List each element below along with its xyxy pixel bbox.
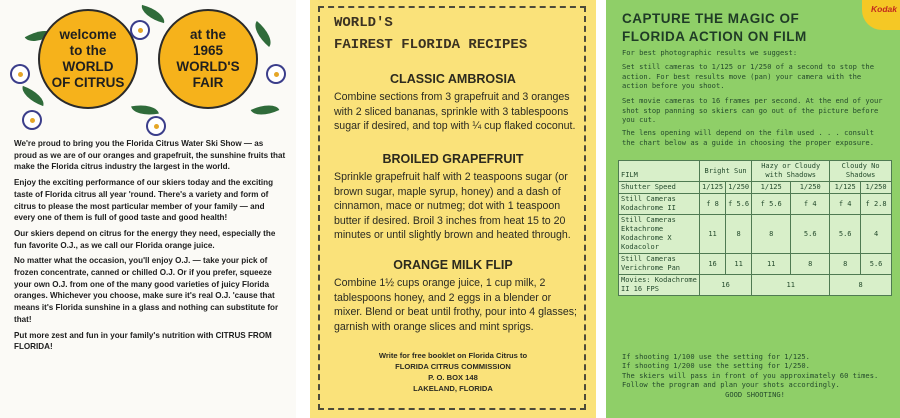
table-cell: 1/250 (726, 182, 752, 194)
heading-line: CAPTURE THE MAGIC OF (622, 11, 800, 26)
heading-line: WORLD'S (334, 15, 393, 31)
heading-line: FAIREST FLORIDA RECIPES (334, 37, 528, 53)
table-cell: 11 (700, 215, 726, 254)
table-row (619, 254, 892, 275)
tip-paragraph: Set movie cameras to 16 frames per second. At the end of your shot stop panning so skiers can go out of the picture before you cut. (622, 96, 883, 125)
table-cell: 1/125 (830, 182, 861, 194)
table-cell: 1/125 (752, 182, 791, 194)
table-cell: 16 (700, 275, 752, 296)
row-label: Shutter Speed (619, 182, 700, 194)
table-cell: 8 (830, 275, 892, 296)
note-line: If shooting 1/200 use the setting for 1/250. (622, 361, 810, 371)
footer-line: LAKELAND, FLORIDA (413, 384, 493, 393)
orange-blossom-icon (132, 22, 148, 38)
table-cell: 5.6 (830, 215, 861, 254)
condition-header: Cloudy No Shadows (830, 161, 892, 182)
footer-line: P. O. BOX 148 (428, 373, 478, 382)
table-cell: f 4 (791, 194, 830, 215)
footer-line: Write for free booklet on Florida Citrus to (378, 351, 528, 360)
table-row (619, 194, 892, 215)
table-row (619, 275, 892, 296)
welcome-badge-line: WORLD (62, 59, 114, 74)
orange-blossom-icon (268, 66, 284, 82)
paragraph: Enjoy the exciting performance of our skiers today and the exciting taste of Florida citrus all year 'round. There's a variety and form of citrus to please the most particular member of your family — and every one of them is full of good taste and good health! (14, 178, 274, 223)
leaf-decoration (139, 5, 167, 23)
note-line: The skiers will pass in front of you approximately 60 times. (622, 370, 879, 380)
film-column-header: FILM (619, 161, 700, 182)
table-cell: f 4 (830, 194, 861, 215)
fair-badge-line: FAIR (192, 75, 224, 90)
table-cell: f 5.6 (752, 194, 791, 215)
table-cell: 4 (861, 215, 892, 254)
row-label: Still Cameras Ektachrome Kodachrome X Kodacolor (619, 215, 700, 254)
table-cell: 5.6 (861, 254, 892, 275)
recipe-text: Combine sections from 3 grapefruit and 3 oranges with 2 sliced bananas, sprinkle with 3 tablespoons sugar if desired, and top with ¼ cup flaked coconut. (334, 91, 576, 133)
welcome-badge-line: OF CITRUS (51, 75, 125, 90)
booklet-footer (310, 350, 596, 394)
fair-badge-line: 1965 (192, 43, 224, 58)
fair-badge-line: WORLD'S (176, 59, 240, 74)
recipe-text: Combine 1½ cups orange juice, 1 cup milk, 2 tablespoons honey, and 2 eggs in a blender or mixer. Blend or beat until frothy, pour into 4 glasses; garnish with orange slices and mint sprigs. (334, 277, 577, 333)
row-label: Movies: Kodachrome II 16 FPS (619, 275, 700, 296)
table-cell: 11 (726, 254, 752, 275)
table-cell: 8 (791, 254, 830, 275)
note-line: GOOD SHOOTING! (725, 389, 785, 399)
leaf-decoration (131, 102, 159, 118)
kodak-heading (622, 10, 807, 46)
leaf-decoration (19, 86, 48, 106)
recipes-heading (334, 12, 527, 56)
heading-line: FLORIDA ACTION ON FILM (622, 29, 807, 44)
footer-line: FLORIDA CITRUS COMMISSION (395, 362, 511, 371)
table-cell: 11 (752, 254, 791, 275)
orange-blossom-icon (148, 118, 164, 134)
paragraph: No matter what the occasion, you'll enjoy O.J. — take your pick of frozen concentrate, canned or chilled O.J. Or if you prefer, squeeze your own O.J. from one of the many good varieties of juicy Florida oranges. Whichever you choose, make sure it's real O.J. 'cause that means it's Florida sunshine in a glass and nothing can substitute for that! (14, 256, 279, 324)
table-cell: 16 (700, 254, 726, 275)
welcome-badge-line: to the (69, 43, 107, 58)
leaf-decoration (251, 99, 280, 121)
paragraph: We're proud to bring you the Florida Citrus Water Ski Show — as proud as we are of our oranges and grapefruit, the sunshine fruits that make the Florida citrus industry the largest in the world. (14, 139, 286, 172)
row-label: Still Cameras Kodachrome II (619, 194, 700, 215)
welcome-badge-line: welcome (59, 27, 117, 42)
tip-paragraph: Set still cameras to 1/125 or 1/250 of a second to stop the action. For best results move (pan) your camera with the action before you shoot. (622, 62, 874, 91)
welcome-panel (0, 0, 296, 418)
orange-blossom-icon (12, 66, 28, 82)
kodak-logo-text: Kodak (871, 4, 897, 14)
shooting-notes (622, 352, 888, 399)
table-header-row (619, 161, 892, 182)
tip-paragraph: The lens opening will depend on the film used . . . consult the chart below as a guide in choosing the proper exposure. (622, 128, 874, 147)
intro-text: For best photographic results we suggest: (622, 48, 798, 57)
table-cell: 8 (752, 215, 791, 254)
table-cell: 8 (830, 254, 861, 275)
welcome-badge (38, 9, 138, 109)
orange-blossom-icon (24, 112, 40, 128)
table-cell: 8 (726, 215, 752, 254)
recipe-title: CLASSIC AMBROSIA (390, 72, 516, 86)
table-cell: f 2.8 (861, 194, 892, 215)
recipe-title: ORANGE MILK FLIP (393, 258, 513, 272)
table-cell: f 5.6 (726, 194, 752, 215)
worlds-fair-badge (158, 9, 258, 109)
table-row (619, 215, 892, 254)
recipes-panel (310, 0, 596, 418)
table-cell: 5.6 (791, 215, 830, 254)
exposure-table (618, 160, 892, 296)
kodak-logo (862, 0, 900, 30)
table-cell: 1/250 (861, 182, 892, 194)
condition-header: Hazy or Cloudy with Shadows (752, 161, 830, 182)
table-cell: 11 (752, 275, 830, 296)
table-row (619, 182, 892, 194)
recipe-title: BROILED GRAPEFRUIT (382, 152, 524, 166)
note-line: If shooting 1/100 use the setting for 1/125. (622, 352, 810, 361)
kodak-panel (606, 0, 900, 418)
row-label: Still Cameras Verichrome Pan (619, 254, 700, 275)
note-line: Follow the program and plan your shots accordingly. (622, 380, 840, 390)
table-cell: 1/250 (791, 182, 830, 194)
fair-badge-line: at the (189, 27, 226, 42)
recipe-text: Sprinkle grapefruit half with 2 teaspoons sugar (or brown sugar, maple syrup, honey) and a dash of cinnamon, mace or nutmeg; dot with 1 teaspoon butter if desired. Broil 3 inches from heat 15 to 20 minutes or until slightly brown and heated through. (334, 171, 571, 242)
paragraph: Our skiers depend on citrus for the energy they need, especially the fun favorite O.J., as we call our Florida orange juice. (14, 228, 276, 250)
paragraph: Put more zest and fun in your family's nutrition with CITRUS FROM FLORIDA! (14, 330, 272, 352)
welcome-text (14, 138, 286, 357)
condition-header: Bright Sun (700, 161, 752, 182)
table-cell: f 8 (700, 194, 726, 215)
table-cell: 1/125 (700, 182, 726, 194)
